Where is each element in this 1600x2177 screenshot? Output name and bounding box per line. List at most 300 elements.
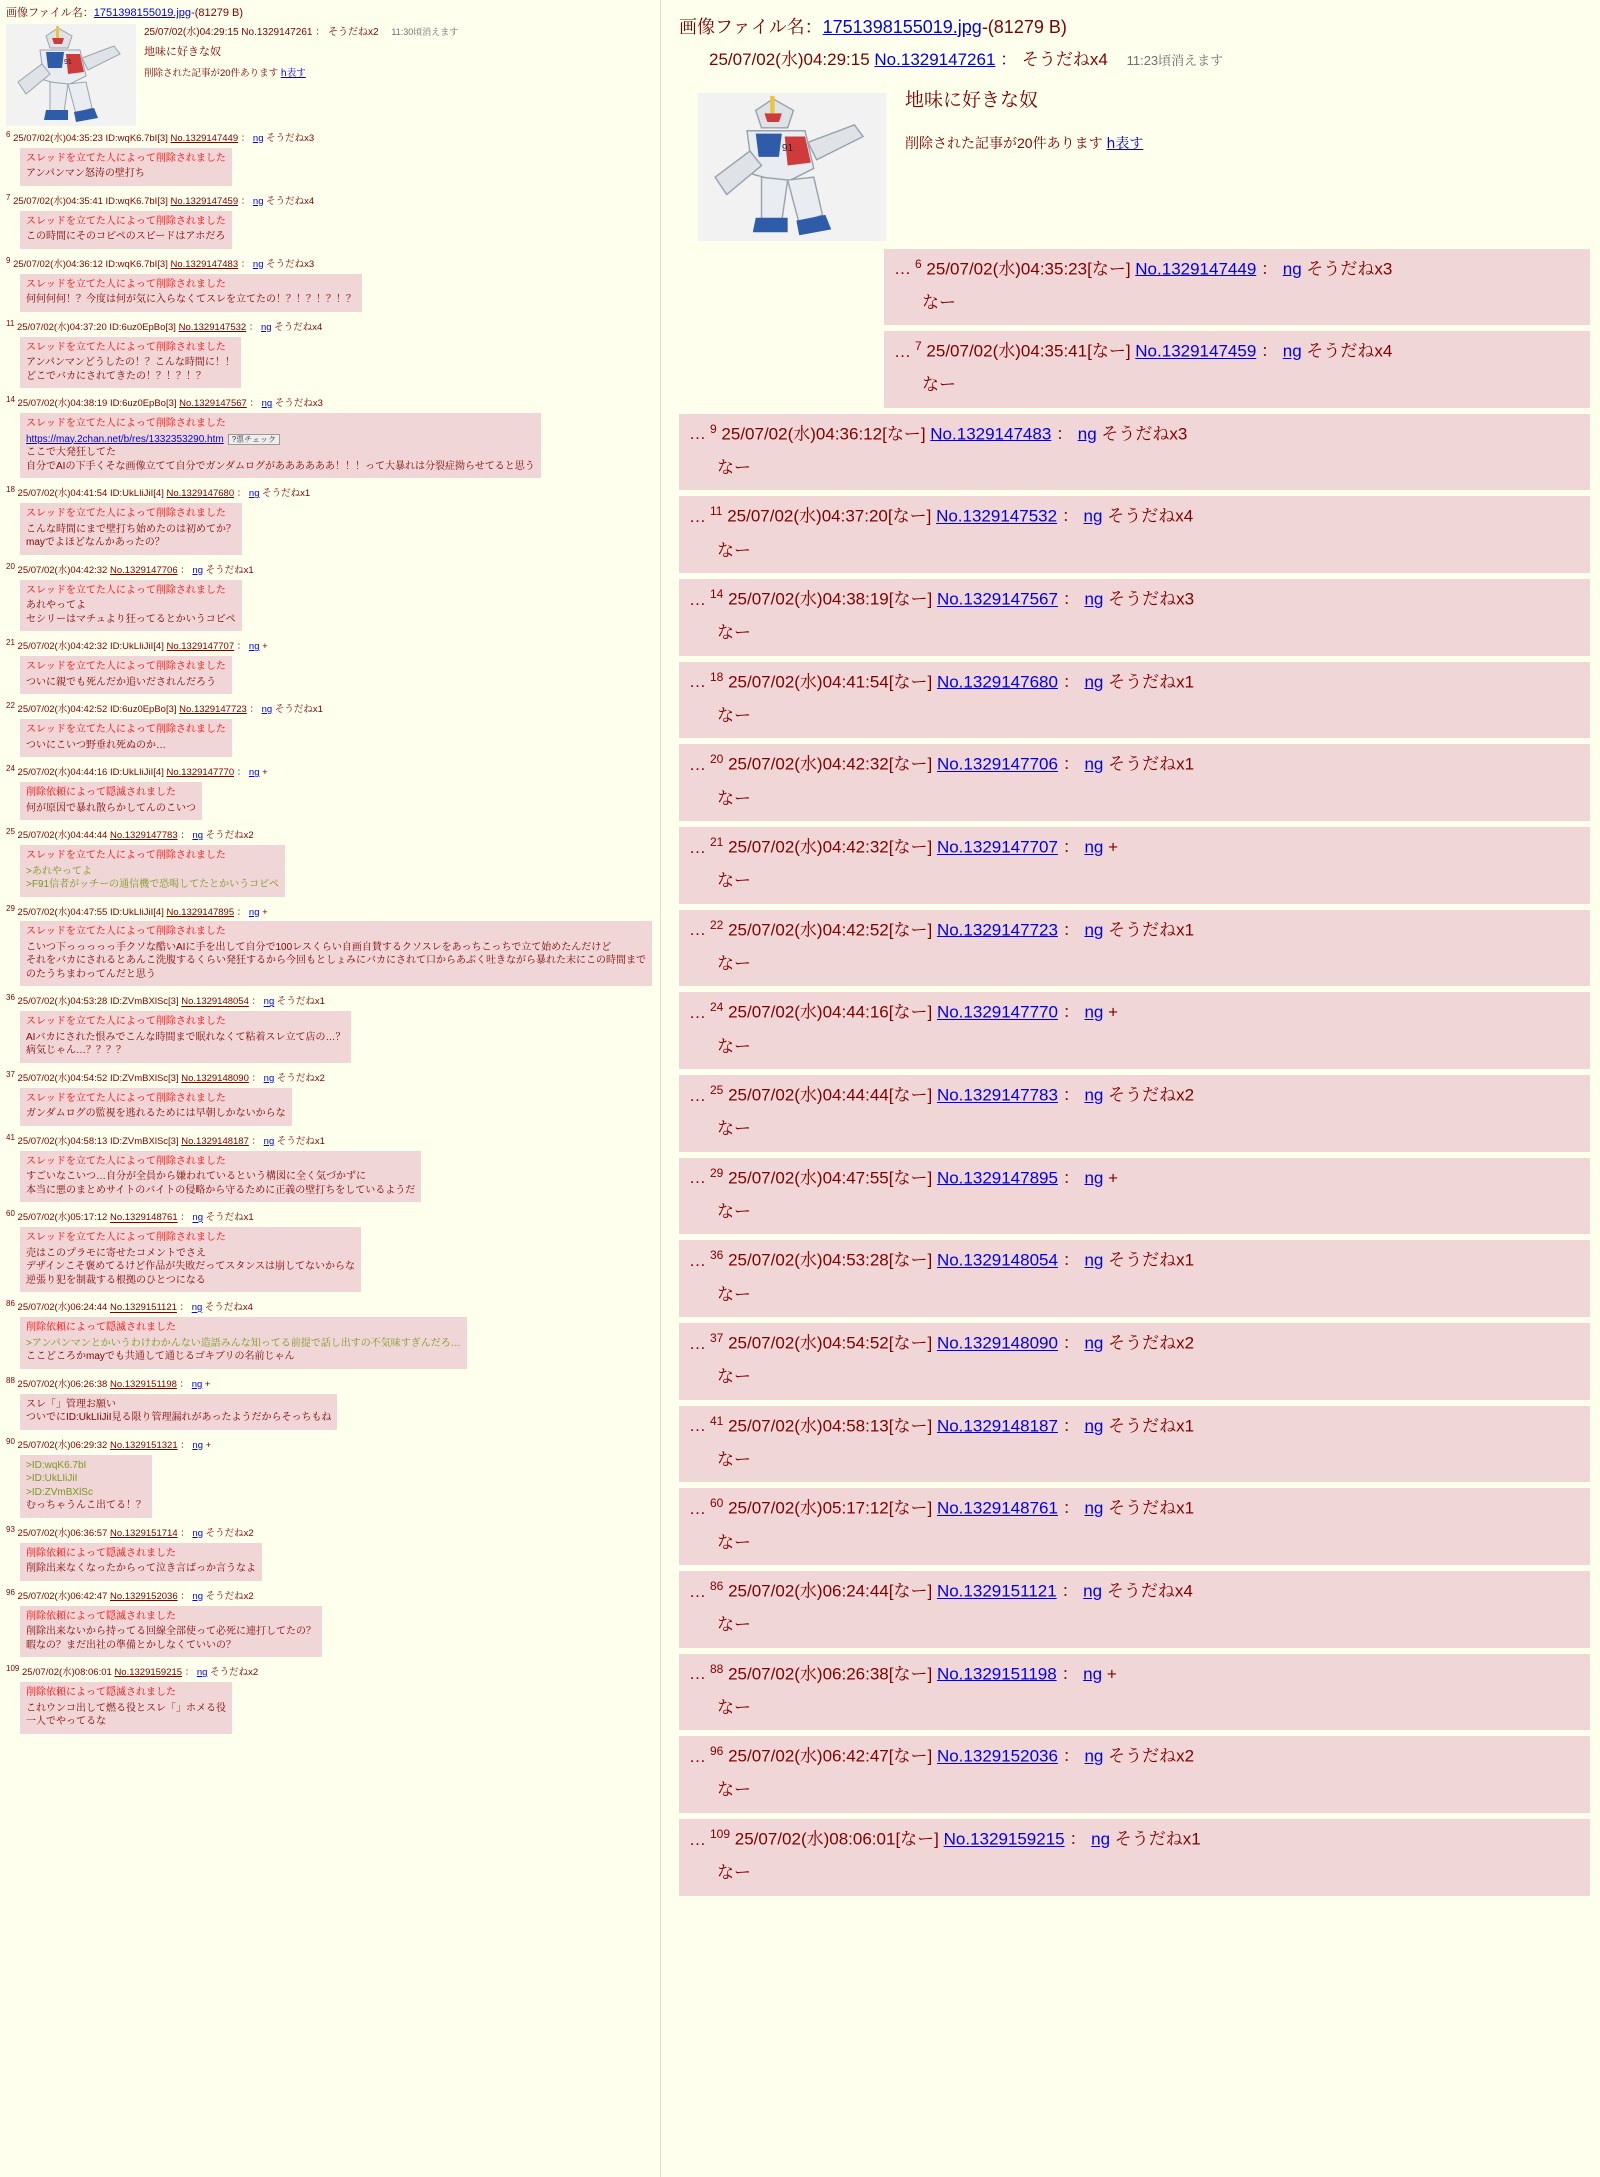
reply-post-number[interactable]: No.1329147459 bbox=[170, 195, 239, 207]
reply-post-number[interactable]: No.1329148187 bbox=[936, 1416, 1058, 1436]
collapse-dots-icon[interactable]: … bbox=[689, 1416, 706, 1436]
reply-body: スレ「」管理お願い ついでにID:UkLIiJiI見る限り管理漏れがあったようだからそっちもね bbox=[20, 1394, 337, 1430]
reply-datetime: 25/07/02(水)04:44:16 bbox=[728, 1003, 889, 1023]
ng-button[interactable]: ng bbox=[1083, 1581, 1103, 1601]
reply-sep: ： bbox=[180, 1212, 190, 1224]
reply-post-number[interactable]: No.1329148761 bbox=[109, 1212, 178, 1224]
reply-post-number[interactable]: No.1329148090 bbox=[936, 1333, 1058, 1353]
reply-post bbox=[6, 1299, 652, 1374]
collapse-dots-icon[interactable]: … bbox=[689, 1829, 706, 1849]
reply-body: 削除依頼によって隠滅されました これウンコ出して燃る役とスレ「」ホメる役 一人でやってるな bbox=[20, 1682, 232, 1734]
reply-header bbox=[6, 319, 652, 335]
file-name-link-right[interactable]: 1751398155019.jpg bbox=[822, 17, 982, 37]
deletion-warning: スレッドを立てた人によって削除されました bbox=[26, 418, 226, 430]
reply-header bbox=[6, 1664, 652, 1680]
ng-button[interactable]: ng bbox=[1083, 507, 1103, 527]
reply-post-number[interactable]: No.1329147449 bbox=[1135, 259, 1257, 279]
sodane-count: そうだねx1 bbox=[276, 996, 325, 1008]
reply-body: スレッドを立てた人によって削除されました アンパンマン怒涛の壁打ち bbox=[20, 148, 232, 186]
ng-button[interactable]: ng bbox=[192, 1212, 203, 1224]
reply-post-number[interactable]: No.1329147770 bbox=[936, 1003, 1058, 1023]
quote-line: >あれやってよ bbox=[26, 865, 92, 877]
sodane-count: そうだねx4 bbox=[1107, 507, 1194, 527]
quote-line: >ID:ZVmBXlSc bbox=[26, 1486, 93, 1498]
reply-post-number[interactable]: No.1329147770 bbox=[166, 767, 235, 779]
reply-index: 7 bbox=[915, 339, 922, 354]
reply-user-id: [なー] bbox=[888, 1333, 933, 1353]
reply-user-id: ID:UkLIiJiI[4] bbox=[109, 767, 164, 779]
reply-user-id: [なー] bbox=[888, 1581, 933, 1601]
reply-user-id: [なー] bbox=[1087, 341, 1131, 361]
reply-header bbox=[689, 668, 1580, 695]
reply-index: 37 bbox=[710, 1331, 724, 1346]
reply-body: 削除依頼によって隠滅されました 削除出来なくなったからって泣き言ばっか言うなよ bbox=[20, 1543, 262, 1581]
sodane-count: + bbox=[262, 906, 268, 918]
reply-user-id: [なー] bbox=[888, 1746, 933, 1766]
ng-button[interactable]: ng bbox=[1282, 341, 1302, 361]
ng-button[interactable]: ng bbox=[1077, 424, 1097, 444]
sodane-count: そうだねx3 bbox=[274, 398, 323, 410]
reply-index: 24 bbox=[6, 764, 15, 774]
reply-sep: ： bbox=[1062, 1003, 1080, 1023]
reply-header bbox=[6, 764, 652, 780]
reply-post bbox=[6, 319, 652, 394]
reply-post bbox=[679, 1075, 1590, 1152]
reply-box bbox=[679, 1736, 1590, 1813]
reply-box bbox=[679, 1406, 1590, 1483]
left-reply-list bbox=[6, 130, 652, 1740]
ng-button[interactable]: ng bbox=[1084, 1499, 1104, 1518]
ng-button[interactable]: ng bbox=[1091, 1829, 1111, 1849]
reply-post-number[interactable]: No.1329148187 bbox=[181, 1136, 249, 1148]
reply-index: 60 bbox=[6, 1209, 15, 1219]
collapse-dots-icon[interactable]: … bbox=[689, 1581, 706, 1601]
ng-button[interactable]: ng bbox=[263, 1073, 275, 1085]
reply-header bbox=[6, 1070, 652, 1086]
reply-post-number[interactable]: No.1329148054 bbox=[936, 1251, 1058, 1271]
reply-header bbox=[6, 1376, 652, 1392]
reply-post-number[interactable]: No.1329151714 bbox=[109, 1527, 178, 1539]
reply-post-number[interactable]: No.1329159215 bbox=[114, 1667, 183, 1679]
collapse-dots-icon[interactable]: … bbox=[689, 1746, 706, 1766]
ng-button[interactable]: ng bbox=[252, 195, 264, 207]
right-reply-list bbox=[679, 249, 1590, 1896]
op-expire-left: 11:30頃消えます bbox=[391, 26, 459, 37]
ng-button[interactable]: ng bbox=[192, 1527, 203, 1539]
reply-datetime: 25/07/02(水)06:42:47 bbox=[17, 1590, 108, 1602]
reply-body: なー bbox=[922, 292, 956, 312]
reply-header bbox=[894, 337, 1580, 364]
collapse-dots-icon[interactable]: … bbox=[689, 1664, 706, 1684]
op-post-number-right[interactable]: No.1329147261 bbox=[874, 50, 996, 69]
reply-body: 削除依頼によって隠滅されました >アンパンマンとかいうわけわかんない造語みんな知ってる前提で話し出すの不気味すぎんだろ… ここどころかmayでも共通して通じるゴキブリの名前じゃん bbox=[20, 1317, 467, 1369]
reply-index: 20 bbox=[710, 752, 724, 767]
reply-header bbox=[6, 1525, 652, 1541]
reply-datetime: 25/07/02(水)04:44:44 bbox=[728, 1085, 889, 1105]
reply-datetime: 25/07/02(水)04:44:44 bbox=[17, 830, 108, 842]
reply-index: 37 bbox=[6, 1069, 15, 1079]
reply-user-id: ID:UkLIiJiI[4] bbox=[109, 906, 164, 918]
reply-body: なー bbox=[717, 1367, 751, 1387]
reply-post-number[interactable]: No.1329151198 bbox=[109, 1378, 177, 1390]
ng-button[interactable]: ng bbox=[1084, 1168, 1104, 1188]
reply-datetime: 25/07/02(水)06:24:44 bbox=[17, 1302, 108, 1314]
reply-user-id: [なー] bbox=[888, 1664, 933, 1684]
collapse-dots-icon[interactable]: … bbox=[689, 672, 706, 692]
reply-post-number[interactable]: No.1329147783 bbox=[936, 1085, 1058, 1105]
reply-user-id: [なー] bbox=[888, 755, 933, 775]
ng-button[interactable]: ng bbox=[1084, 755, 1104, 775]
reply-user-id: ID:6uz0EpBo[3] bbox=[109, 398, 177, 410]
reply-box bbox=[679, 910, 1590, 987]
deletion-warning: スレッドを立てた人によって削除されました bbox=[26, 341, 226, 353]
reply-post-number[interactable]: No.1329147723 bbox=[179, 704, 247, 716]
reply-datetime: 25/07/02(水)04:58:13 bbox=[728, 1416, 889, 1436]
reply-user-id: [なー] bbox=[888, 1499, 933, 1518]
reply-sep: ： bbox=[1062, 672, 1080, 692]
reply-body: スレッドを立てた人によって削除されました 何何何何！？今度は何が気に入らなくてスレを立てたの！？！？！？！？ bbox=[20, 274, 362, 312]
ng-button[interactable]: ng bbox=[191, 1378, 203, 1390]
ng-button[interactable]: ng bbox=[261, 398, 273, 410]
collapse-dots-icon[interactable]: … bbox=[689, 589, 706, 609]
reply-body: >ID:wqK6.7bI >ID:UkLIiJiI >ID:ZVmBXlSc むっちゃうんこ出てる！？ bbox=[20, 1455, 152, 1518]
sodane-count: そうだねx2 bbox=[276, 1073, 325, 1085]
reply-post-number[interactable]: No.1329147707 bbox=[936, 837, 1058, 857]
reply-header bbox=[6, 1437, 652, 1453]
reply-post-number[interactable]: No.1329147895 bbox=[166, 906, 235, 918]
reply-post bbox=[679, 827, 1590, 904]
reply-datetime: 25/07/02(水)04:44:16 bbox=[17, 767, 108, 779]
reply-box bbox=[884, 331, 1590, 408]
ng-button[interactable]: ng bbox=[263, 996, 275, 1008]
ng-button[interactable]: ng bbox=[192, 1590, 203, 1602]
reply-post bbox=[6, 701, 652, 763]
quote-line: >F91信者がッチーの通信機で恐喝してたとかいうコピペ bbox=[26, 879, 279, 890]
reply-datetime: 25/07/02(水)06:26:38 bbox=[17, 1378, 108, 1390]
deletion-warning: スレッドを立てた人によって削除されました bbox=[26, 724, 226, 736]
sodane-count: + bbox=[205, 1439, 212, 1451]
reply-sep: ： bbox=[236, 488, 247, 500]
ng-button[interactable]: ng bbox=[248, 906, 260, 918]
reply-datetime: 25/07/02(水)04:53:28 bbox=[17, 996, 108, 1008]
reply-sep: ： bbox=[1062, 1746, 1080, 1766]
reply-sep: ： bbox=[180, 1590, 190, 1602]
reply-post-number[interactable]: No.1329147567 bbox=[179, 398, 247, 410]
reply-body: 削除依頼によって隠滅されました 削除出来ないから持ってる回線全部使って必死に連打してたの？ 暇なの？まだ出社の準備とかしなくていいの？ bbox=[20, 1606, 322, 1658]
file-name-link[interactable]: 1751398155019.jpg bbox=[93, 7, 192, 19]
ng-button[interactable]: ng bbox=[192, 564, 203, 576]
op-thumbnail-wrap[interactable] bbox=[6, 24, 136, 126]
reply-index: 36 bbox=[6, 993, 15, 1003]
sodane-count: そうだねx2 bbox=[205, 1590, 254, 1602]
reply-index: 22 bbox=[6, 701, 15, 711]
op-sep: ： bbox=[315, 26, 326, 38]
op-datetime-right: 25/07/02(水)04:29:15 bbox=[709, 50, 870, 69]
ng-button[interactable]: ng bbox=[248, 488, 260, 500]
reply-post bbox=[679, 1736, 1590, 1813]
sodane-count: + bbox=[1108, 837, 1119, 857]
reply-index: 86 bbox=[710, 1579, 724, 1593]
reply-datetime: 25/07/02(水)04:37:20 bbox=[16, 321, 107, 333]
reply-post bbox=[6, 256, 652, 318]
reply-user-id: [なー] bbox=[888, 1085, 933, 1105]
op-post-number[interactable]: No.1329147261 bbox=[241, 26, 313, 38]
reply-post-number[interactable]: No.1329147532 bbox=[178, 321, 247, 333]
reply-sep: ： bbox=[1062, 1416, 1080, 1436]
deletion-warning: スレッドを立てた人によって削除されました bbox=[26, 278, 226, 290]
gundam-model-image[interactable] bbox=[697, 93, 887, 241]
sodane-count: そうだねx4 bbox=[1106, 1581, 1193, 1601]
reply-header bbox=[6, 1299, 652, 1315]
reply-sep: ： bbox=[1261, 259, 1279, 279]
ng-button[interactable]: ng bbox=[1084, 1085, 1104, 1105]
reply-datetime: 25/07/02(水)04:58:13 bbox=[17, 1136, 108, 1148]
quote-line: >ID:UkLIiJiI bbox=[26, 1473, 78, 1485]
reply-post bbox=[6, 1525, 652, 1587]
reply-index: 96 bbox=[710, 1744, 724, 1759]
reply-header bbox=[6, 1588, 652, 1604]
reply-post-number[interactable]: No.1329148054 bbox=[181, 996, 249, 1008]
reply-header bbox=[689, 998, 1580, 1025]
reply-post-number[interactable]: No.1329148090 bbox=[181, 1073, 249, 1085]
ng-button[interactable]: ng bbox=[248, 641, 260, 653]
reply-sep: ： bbox=[1061, 1664, 1079, 1684]
reply-header bbox=[689, 1246, 1580, 1273]
collapse-dots-icon[interactable]: … bbox=[689, 1333, 706, 1353]
reply-post-number[interactable]: No.1329147680 bbox=[936, 672, 1058, 692]
deletion-warning: スレッドを立てた人によって削除されました bbox=[26, 1016, 226, 1028]
ng-button[interactable]: ng bbox=[1084, 1003, 1104, 1023]
reply-post-number[interactable]: No.1329147449 bbox=[170, 133, 239, 144]
ng-button[interactable]: ng bbox=[196, 1667, 208, 1679]
reply-post-number[interactable]: No.1329151198 bbox=[936, 1664, 1057, 1684]
sodane-count: そうだねx1 bbox=[1114, 1829, 1201, 1849]
reply-body: なー bbox=[717, 1284, 751, 1304]
reply-index: 20 bbox=[6, 561, 15, 571]
quote-line: >ID:wqK6.7bI bbox=[26, 1459, 87, 1471]
reply-header bbox=[6, 485, 652, 501]
reply-post-number[interactable]: No.1329147532 bbox=[936, 507, 1058, 527]
ng-button[interactable]: ng bbox=[1084, 1416, 1104, 1436]
reply-post-number[interactable]: No.1329148761 bbox=[936, 1499, 1058, 1518]
reply-datetime: 25/07/02(水)06:42:47 bbox=[728, 1746, 889, 1766]
reply-index: 25 bbox=[6, 827, 15, 837]
sodane-count: そうだねx1 bbox=[1108, 1416, 1195, 1436]
reply-sep: ： bbox=[1062, 1499, 1080, 1518]
reply-user-id: [なー] bbox=[882, 424, 926, 444]
reply-post-number[interactable]: No.1329147895 bbox=[936, 1168, 1058, 1188]
reply-sep: ： bbox=[236, 906, 247, 918]
collapse-dots-icon[interactable]: … bbox=[689, 507, 706, 527]
show-deleted-link[interactable]: հ表す bbox=[280, 68, 306, 80]
reply-body: なー bbox=[717, 1201, 751, 1221]
reply-datetime: 25/07/02(水)04:42:32 bbox=[728, 755, 889, 775]
reply-post-number[interactable]: No.1329147783 bbox=[109, 830, 178, 842]
reply-post-number[interactable]: No.1329147706 bbox=[936, 755, 1058, 775]
sodane-count: そうだねx1 bbox=[1108, 672, 1195, 692]
reply-post-number[interactable]: No.1329147483 bbox=[930, 424, 1052, 444]
reply-body: なー bbox=[717, 788, 751, 808]
reply-sep: ： bbox=[1062, 837, 1080, 857]
collapse-dots-icon[interactable]: … bbox=[689, 755, 706, 775]
gundam-model-thumbnail[interactable] bbox=[6, 24, 136, 126]
ng-button[interactable]: ng bbox=[1084, 672, 1104, 692]
collapse-dots-icon[interactable]: … bbox=[689, 1085, 706, 1105]
op-body-right: 地味に好きな奴 bbox=[905, 89, 1039, 111]
reply-post bbox=[6, 904, 652, 993]
op-meta-right bbox=[709, 47, 1590, 73]
sodane-count: + bbox=[1106, 1664, 1117, 1684]
reply-post bbox=[6, 1664, 652, 1739]
reply-datetime: 25/07/02(水)04:53:28 bbox=[728, 1251, 889, 1271]
reply-sep: ： bbox=[236, 767, 247, 779]
ng-button[interactable]: ng bbox=[1083, 1664, 1103, 1684]
file-info-right bbox=[679, 14, 1590, 41]
file-label-right: 画像ファイル名： bbox=[679, 17, 823, 37]
sodane-count: そうだねx4 bbox=[204, 1302, 253, 1314]
reply-user-id: [なー] bbox=[888, 837, 933, 857]
reply-sep: ： bbox=[251, 1136, 262, 1148]
reply-index: 9 bbox=[710, 421, 717, 436]
sodane-count: そうだねx3 bbox=[1108, 589, 1195, 609]
reply-body: スレッドを立てた人によって削除されました https://may.2chan.net/b/res/1332353290.htm ?票チェック ここで大発狂してた 自分でAIの下手くそな画像立てて自分でガンダムログがああああああ！！！って大暴れは分裂症拗らせてると思う bbox=[20, 413, 541, 478]
ng-button[interactable]: ng bbox=[261, 321, 272, 333]
ng-button[interactable]: ng bbox=[1282, 259, 1302, 279]
quote-line: >アンパンマンとかいうわけわかんない造語みんな知ってる前提で話し出すの不気味すぎんだろ… bbox=[26, 1337, 461, 1349]
reply-post-number[interactable]: No.1329147567 bbox=[936, 589, 1058, 609]
deletion-warning: 削除依頼によって隠滅されました bbox=[26, 1547, 176, 1559]
right-column bbox=[660, 0, 1600, 2177]
reply-user-id: [なー] bbox=[895, 1829, 939, 1849]
collapse-dots-icon[interactable]: … bbox=[689, 1168, 706, 1188]
reply-post bbox=[6, 395, 652, 484]
deletion-warning: スレッドを立てた人によって削除されました bbox=[26, 661, 226, 673]
collapse-dots-icon[interactable]: … bbox=[894, 341, 911, 361]
sodane-count: そうだねx1 bbox=[1108, 1251, 1195, 1271]
reply-body: なー bbox=[717, 1615, 751, 1635]
reply-user-id: [なー] bbox=[888, 1003, 933, 1023]
ng-button[interactable]: ng bbox=[263, 1136, 275, 1148]
ng-button[interactable]: ng bbox=[192, 1439, 203, 1451]
reply-header bbox=[689, 1660, 1580, 1687]
reply-datetime: 25/07/02(水)08:06:01 bbox=[22, 1667, 112, 1679]
reply-index: 22 bbox=[710, 917, 724, 932]
file-size: -(81279 B) bbox=[191, 7, 244, 19]
link-check-badge[interactable]: ?票チェック bbox=[228, 434, 280, 445]
reply-header bbox=[689, 833, 1580, 860]
reply-post-number[interactable]: No.1329147483 bbox=[170, 258, 239, 270]
reply-post-number[interactable]: No.1329152036 bbox=[109, 1590, 178, 1602]
ng-button[interactable]: ng bbox=[192, 830, 203, 842]
sodane-count: そうだねx1 bbox=[262, 488, 311, 500]
reply-post-number[interactable]: No.1329151321 bbox=[109, 1439, 178, 1451]
ng-button[interactable]: ng bbox=[252, 133, 264, 144]
ng-button[interactable]: ng bbox=[1084, 589, 1104, 609]
sodane-count: + bbox=[1108, 1168, 1119, 1188]
ng-button[interactable]: ng bbox=[1084, 1333, 1104, 1353]
reply-index: 11 bbox=[710, 504, 723, 519]
reply-index: 96 bbox=[6, 1587, 15, 1597]
reply-index: 24 bbox=[710, 1000, 724, 1015]
ng-button[interactable]: ng bbox=[252, 258, 264, 270]
collapse-dots-icon[interactable]: … bbox=[689, 424, 706, 444]
reply-index: 21 bbox=[6, 638, 15, 648]
reply-sep: ： bbox=[179, 1378, 190, 1390]
reply-post-number[interactable]: No.1329151121 bbox=[936, 1581, 1057, 1601]
reply-sep: ： bbox=[236, 641, 247, 653]
reply-header bbox=[689, 1412, 1580, 1439]
reply-datetime: 25/07/02(水)04:42:52 bbox=[728, 920, 889, 940]
reply-post-number[interactable]: No.1329147707 bbox=[166, 641, 235, 653]
ng-button[interactable]: ng bbox=[1084, 1746, 1104, 1766]
file-info-left bbox=[6, 6, 652, 21]
ng-button[interactable]: ng bbox=[248, 767, 260, 779]
ng-button[interactable]: ng bbox=[261, 704, 273, 716]
reply-post-number[interactable]: No.1329147459 bbox=[1135, 341, 1257, 361]
sodane-count: そうだねx2 bbox=[1108, 1085, 1195, 1105]
collapse-dots-icon[interactable]: … bbox=[689, 837, 706, 857]
sodane-count: + bbox=[1108, 1003, 1119, 1023]
reply-user-id: ID:UkLIiJiI[4] bbox=[109, 488, 164, 500]
reply-box bbox=[679, 1075, 1590, 1152]
reply-post-number[interactable]: No.1329151121 bbox=[109, 1302, 177, 1314]
reply-post bbox=[884, 331, 1590, 408]
reply-box bbox=[679, 992, 1590, 1069]
deleted-notice-right bbox=[879, 133, 1590, 154]
reply-post bbox=[6, 485, 652, 560]
reply-header bbox=[6, 638, 652, 654]
reply-post-number[interactable]: No.1329147706 bbox=[109, 564, 178, 576]
show-deleted-link-right[interactable]: հ表す bbox=[1106, 135, 1144, 151]
reply-datetime: 25/07/02(水)06:29:32 bbox=[17, 1439, 108, 1451]
collapse-dots-icon[interactable]: … bbox=[689, 1003, 706, 1023]
reply-user-id: ID:ZVmBXlSc[3] bbox=[109, 1136, 179, 1148]
sodane-count: そうだねx1 bbox=[205, 564, 254, 576]
reply-index: 88 bbox=[710, 1661, 724, 1676]
reply-post-number[interactable]: No.1329147723 bbox=[936, 920, 1058, 940]
reply-body: スレッドを立てた人によって削除されました アンパンマンどうしたの！？こんな時間に！！ どこでバカにされてきたの！？！？！？ bbox=[20, 337, 241, 389]
collapse-dots-icon[interactable]: … bbox=[689, 1251, 706, 1271]
collapse-dots-icon[interactable]: … bbox=[894, 259, 911, 279]
reply-body: なー bbox=[717, 1697, 751, 1717]
reply-post-number[interactable]: No.1329152036 bbox=[936, 1746, 1058, 1766]
reply-box bbox=[679, 662, 1590, 739]
reply-sep: ： bbox=[1261, 341, 1279, 361]
reply-post-number[interactable]: No.1329159215 bbox=[943, 1829, 1065, 1849]
reply-post bbox=[884, 249, 1590, 326]
sodane-count: そうだねx2 bbox=[205, 830, 254, 842]
reply-header bbox=[6, 1209, 652, 1225]
reply-sep: ： bbox=[249, 704, 259, 716]
deletion-warning: スレッドを立てた人によって削除されました bbox=[26, 152, 226, 164]
reply-post-number[interactable]: No.1329147680 bbox=[166, 488, 235, 500]
reply-body: スレッドを立てた人によって削除されました ガンダムログの監視を逃れるためには早朝しかないからな bbox=[20, 1088, 292, 1126]
reply-index: 93 bbox=[6, 1524, 15, 1534]
ng-button[interactable]: ng bbox=[1084, 1251, 1104, 1271]
reply-user-id: [なー] bbox=[888, 589, 933, 609]
collapse-dots-icon[interactable]: … bbox=[689, 920, 706, 940]
ng-button[interactable]: ng bbox=[191, 1302, 203, 1314]
external-link[interactable]: https://may.2chan.net/b/res/1332353290.htm bbox=[26, 433, 224, 445]
ng-button[interactable]: ng bbox=[1084, 920, 1104, 940]
reply-datetime: 25/07/02(水)05:17:12 bbox=[17, 1212, 108, 1224]
reply-box bbox=[679, 1488, 1590, 1565]
ng-button[interactable]: ng bbox=[1084, 837, 1104, 857]
reply-header bbox=[689, 420, 1580, 447]
collapse-dots-icon[interactable]: … bbox=[689, 1499, 706, 1518]
op-sodane: そうだねx2 bbox=[328, 26, 379, 38]
reply-body: スレッドを立てた人によって削除されました あれやってよ セシリーはマチュより狂ってるとかいうコピペ bbox=[20, 580, 242, 632]
